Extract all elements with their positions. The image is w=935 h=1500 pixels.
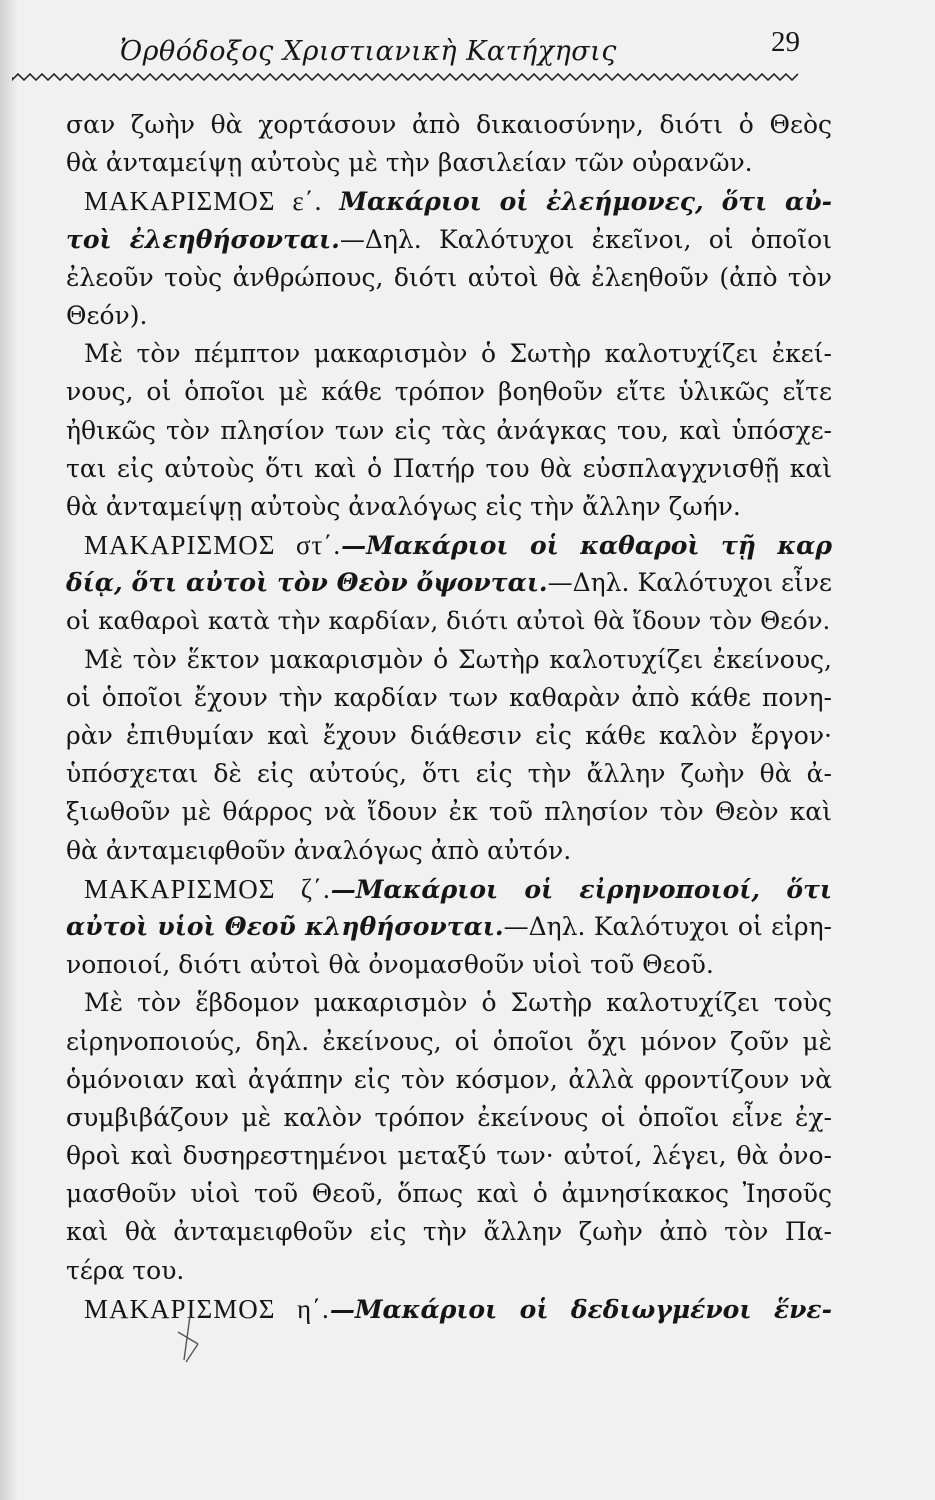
text-line (66, 1175, 832, 1213)
beatitude-quote: —Μακάριοι οἱ δεδιωγμένοι ἕνε- (329, 1294, 832, 1324)
line-text: θὰ ἀνταμείψῃ αὐτοὺς μὲ τὴν βασιλείαν τῶν οὐρανῶν. (66, 148, 753, 178)
line-text: ἐλεοῦν τοὺς ἀνθρώπους, διότι αὐτοὶ θὰ ἐλεηθοῦν (ἀπὸ τὸν (66, 262, 832, 292)
text-line (66, 1099, 832, 1137)
body-text (66, 106, 832, 1328)
line-text: Θεόν). (66, 300, 148, 330)
text-line (66, 679, 832, 717)
line-text: νοποιοί, διότι αὐτοὶ θὰ ὀνομασθοῦν υἱοὶ τοῦ Θεοῦ. (66, 950, 714, 980)
line-text: ρὰν ἐπιθυμίαν καὶ ἔχουν διάθεσιν εἰς κάθε καλὸν ἔργον· (66, 721, 832, 750)
text-line (66, 984, 832, 1022)
text-line (66, 412, 832, 450)
line-text: Μὲ τὸν πέμπτον μακαρισμὸν ὁ Σωτὴρ καλοτυχίζει ἐκεί- (84, 339, 832, 369)
line-text: θὰ ἀνταμειφθοῦν ἀναλόγως ἀπὸ αὐτόν. (66, 835, 572, 865)
line-text: ὁμόνοιαν καὶ ἀγάπην εἰς τὸν κόσμον, ἀλλὰ φροντίζουν νὰ (66, 1064, 832, 1094)
line-text: Μὲ τὸν ἕκτον μακαρισμὸν ὁ Σωτὴρ καλοτυχίζει ἐκείνους, (84, 644, 832, 674)
beatitude-heading-label: ΜΑΚΑΡΙΣΜΟΣ στ΄. (84, 530, 342, 561)
line-text: συμβιβάζουν μὲ καλὸν τρόπον ἐκείνους οἱ ὁποῖοι εἶνε ἐχ- (66, 1102, 832, 1132)
line-text: καὶ θὰ ἀνταμειφθοῦν εἰς τὴν ἄλλην ζωὴν ἀπὸ τὸν Πα- (66, 1217, 832, 1247)
beatitude-heading-label: ΜΑΚΑΡΙΣΜΟΣ ε΄. (84, 186, 340, 217)
beatitude-quote: αὐτοὶ υἱοὶ Θεοῦ κληθήσονται. (66, 911, 504, 941)
text-line (66, 450, 832, 488)
text-line (66, 870, 832, 908)
text-line (66, 1213, 832, 1251)
line-text: ἠθικῶς τὸν πλησίον των εἰς τὰς ἀνάγκας του, καὶ ὑπόσχε- (66, 415, 832, 445)
text-line (66, 182, 832, 220)
line-text: τέρα του. (66, 1255, 185, 1285)
text-line (66, 335, 832, 373)
beatitude-quote: —Μακάριοι οἱ καθαροὶ τῇ καρ (341, 531, 832, 561)
beatitude-heading-label: ΜΑΚΑΡΙΣΜΟΣ ζ΄. (84, 873, 331, 904)
text-line (66, 259, 832, 297)
beatitude-quote: τοὶ ἐλεηθήσονται. (66, 224, 340, 254)
line-text: νους, οἱ ὁποῖοι μὲ κάθε τρόπον βοηθοῦν εἴτε ὑλικῶς εἴτε (66, 377, 832, 407)
line-text: ξιωθοῦν μὲ θάρρος νὰ ἴδουν ἐκ τοῦ πλησίον τὸν Θεὸν καὶ (66, 797, 832, 827)
text-line (66, 1023, 832, 1061)
beatitude-heading-label: ΜΑΚΑΡΙΣΜΟΣ η΄. (84, 1293, 330, 1324)
line-text: —Δηλ. Καλότυχοι ἐκεῖνοι, οἱ ὁποῖοι (339, 224, 832, 254)
line-text: Μὲ τὸν ἕβδομον μακαρισμὸν ὁ Σωτὴρ καλοτυχίζει τοὺς (84, 988, 832, 1018)
line-text: σαν ζωὴν θὰ χορτάσουν ἀπὸ δικαιοσύνην, διότι ὁ Θεὸς (66, 110, 832, 139)
line-text: μασθοῦν υἱοὶ τοῦ Θεοῦ, ὅπως καὶ ὁ ἀμνησίκακος Ἰησοῦς (66, 1179, 832, 1209)
wavy-header-rule (12, 70, 802, 84)
text-line (66, 793, 832, 831)
text-line (66, 946, 832, 984)
text-line (66, 488, 832, 526)
beatitude-quote: Μακάριοι οἱ ἐλεήμονες, ὅτι αὐ- (339, 187, 832, 217)
text-line (66, 144, 832, 182)
text-line (66, 641, 832, 679)
line-text: —Δηλ. Καλότυχοι οἱ εἰρη- (503, 911, 832, 941)
line-text: θὰ ἀνταμείψῃ αὐτοὺς ἀναλόγως εἰς τὴν ἄλλην ζωήν. (66, 491, 741, 521)
text-line (66, 908, 832, 946)
text-line (66, 106, 832, 144)
line-text: ται εἰς αὐτοὺς ὅτι καὶ ὁ Πατήρ του θὰ εὐσπλαγχνισθῇ καὶ (66, 453, 832, 483)
line-text: εἰρηνοποιούς, δηλ. ἐκείνους, οἱ ὁποῖοι ὄχι μόνον ζοῦν μὲ (66, 1026, 832, 1056)
text-line (66, 526, 832, 564)
line-text: οἱ καθαροὶ κατὰ τὴν καρδίαν, διότι αὐτοὶ θὰ ἴδουν τὸν Θεόν. (66, 606, 831, 636)
text-line (66, 832, 832, 870)
line-text: θροὶ καὶ δυσηρεστημένοι μεταξύ των· αὐτοί, λέγει, θὰ ὀνο- (66, 1141, 832, 1171)
line-text: οἱ ὁποῖοι ἔχουν τὴν καρδίαν των καθαρὰν ἀπὸ κάθε πονη- (66, 682, 832, 712)
text-line (66, 755, 832, 793)
text-line (66, 1061, 832, 1099)
page-number: 29 (771, 26, 800, 58)
text-line (66, 297, 832, 335)
running-title: Ὀρθόδοξος Χριστιανικὴ Κατήχησις (120, 36, 617, 67)
text-line (66, 602, 832, 640)
text-line (66, 717, 832, 755)
pencil-mark-icon (176, 1314, 206, 1364)
text-line (66, 1252, 832, 1290)
beatitude-quote: δίᾳ, ὅτι αὐτοὶ τὸν Θεὸν ὄψονται. (66, 568, 548, 598)
page-header (120, 24, 800, 74)
line-text: —Δηλ. Καλότυχοι εἶνε (547, 568, 832, 598)
text-line (66, 221, 832, 259)
text-line (66, 373, 832, 411)
text-line (66, 1137, 832, 1175)
text-line (66, 564, 832, 602)
line-text: ὑπόσχεται δὲ εἰς αὐτούς, ὅτι εἰς τὴν ἄλλην ζωὴν θὰ ἀ- (66, 759, 832, 789)
beatitude-quote: —Μακάριοι οἱ εἰρηνοποιοί, ὅτι (330, 874, 832, 904)
